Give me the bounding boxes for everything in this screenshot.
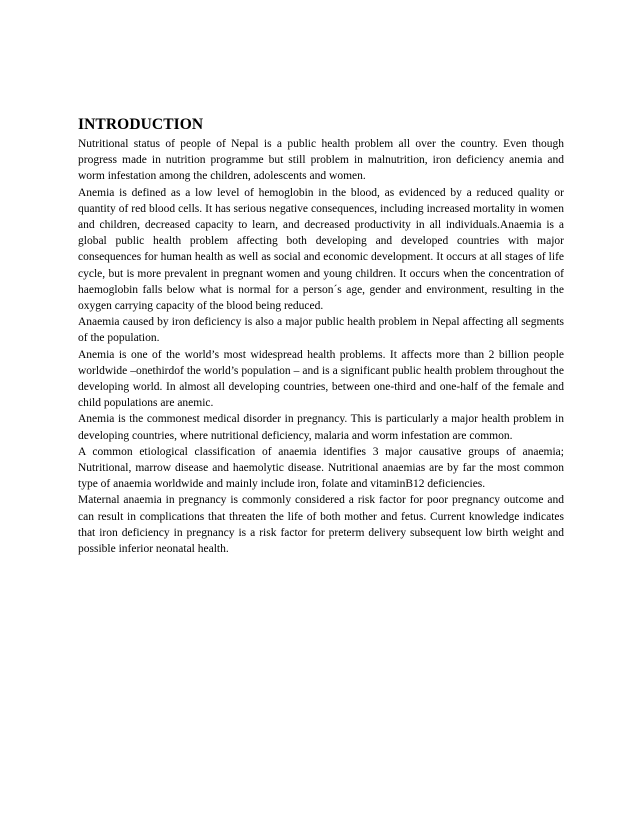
document-page — [78, 116, 564, 557]
paragraph-anemia-definition: Anemia is defined as a low level of hemoglobin in the blood, as evidenced by a reduced quality or quantity of red blood cells. It has serious negative consequences, including increased mortality in women and children, decreased capacity to learn, and decreased productivity in all individuals.Anaemia is a global public health problem affecting both developing and developed countries with major consequences for human health as well as social and economic development. It occurs at all stages of life cycle, but is more prevalent in pregnant women and young children. It occurs when the concentration of haemoglobin falls below what is normal for a person´s age, gender and environment, resulting in the oxygen carrying capacity of the blood being reduced. — [78, 186, 564, 313]
paragraph-maternal-anaemia: Maternal anaemia in pregnancy is commonly considered a risk factor for poor pregnancy outcome and can result in complications that threaten the life of both mother and fetus. Current knowledge indicates that iron deficiency in pregnancy is a risk factor for preterm delivery subsequent low birth weight and possible inferior neonatal health. — [78, 494, 564, 556]
paragraph-iron-deficiency-nepal: Anaemia caused by iron deficiency is also a major public health problem in Nepal affecting all segments of the population. — [78, 316, 564, 345]
section-heading: INTRODUCTION — [78, 116, 204, 133]
paragraph-worldwide-prevalence: Anemia is one of the world’s most widespread health problems. It affects more than 2 billion people worldwide –onethirdof the world’s population – and is a significant public health problem throughout the developing world. In almost all developing countries, between one-third and one-half of the female and child populations are anemic. — [78, 348, 564, 410]
paragraph-etiological-classification: A common etiological classification of anaemia identifies 3 major causative groups of anaemia; Nutritional, marrow disease and haemolytic disease. Nutritional anaemias are by far the most common type of anaemia worldwide and mainly include iron, folate and vitaminB12 deficiencies. — [78, 445, 564, 491]
paragraph-pregnancy-disorder: Anemia is the commonest medical disorder in pregnancy. This is particularly a major health problem in developing countries, where nutritional deficiency, malaria and worm infestation are common. — [78, 413, 564, 442]
paragraph-nutritional-status: Nutritional status of people of Nepal is a public health problem all over the country. Even though progress made in nutrition programme but still problem in malnutrition, iron deficiency anemia and worm infestation among the children, adolescents and women. — [78, 138, 564, 183]
